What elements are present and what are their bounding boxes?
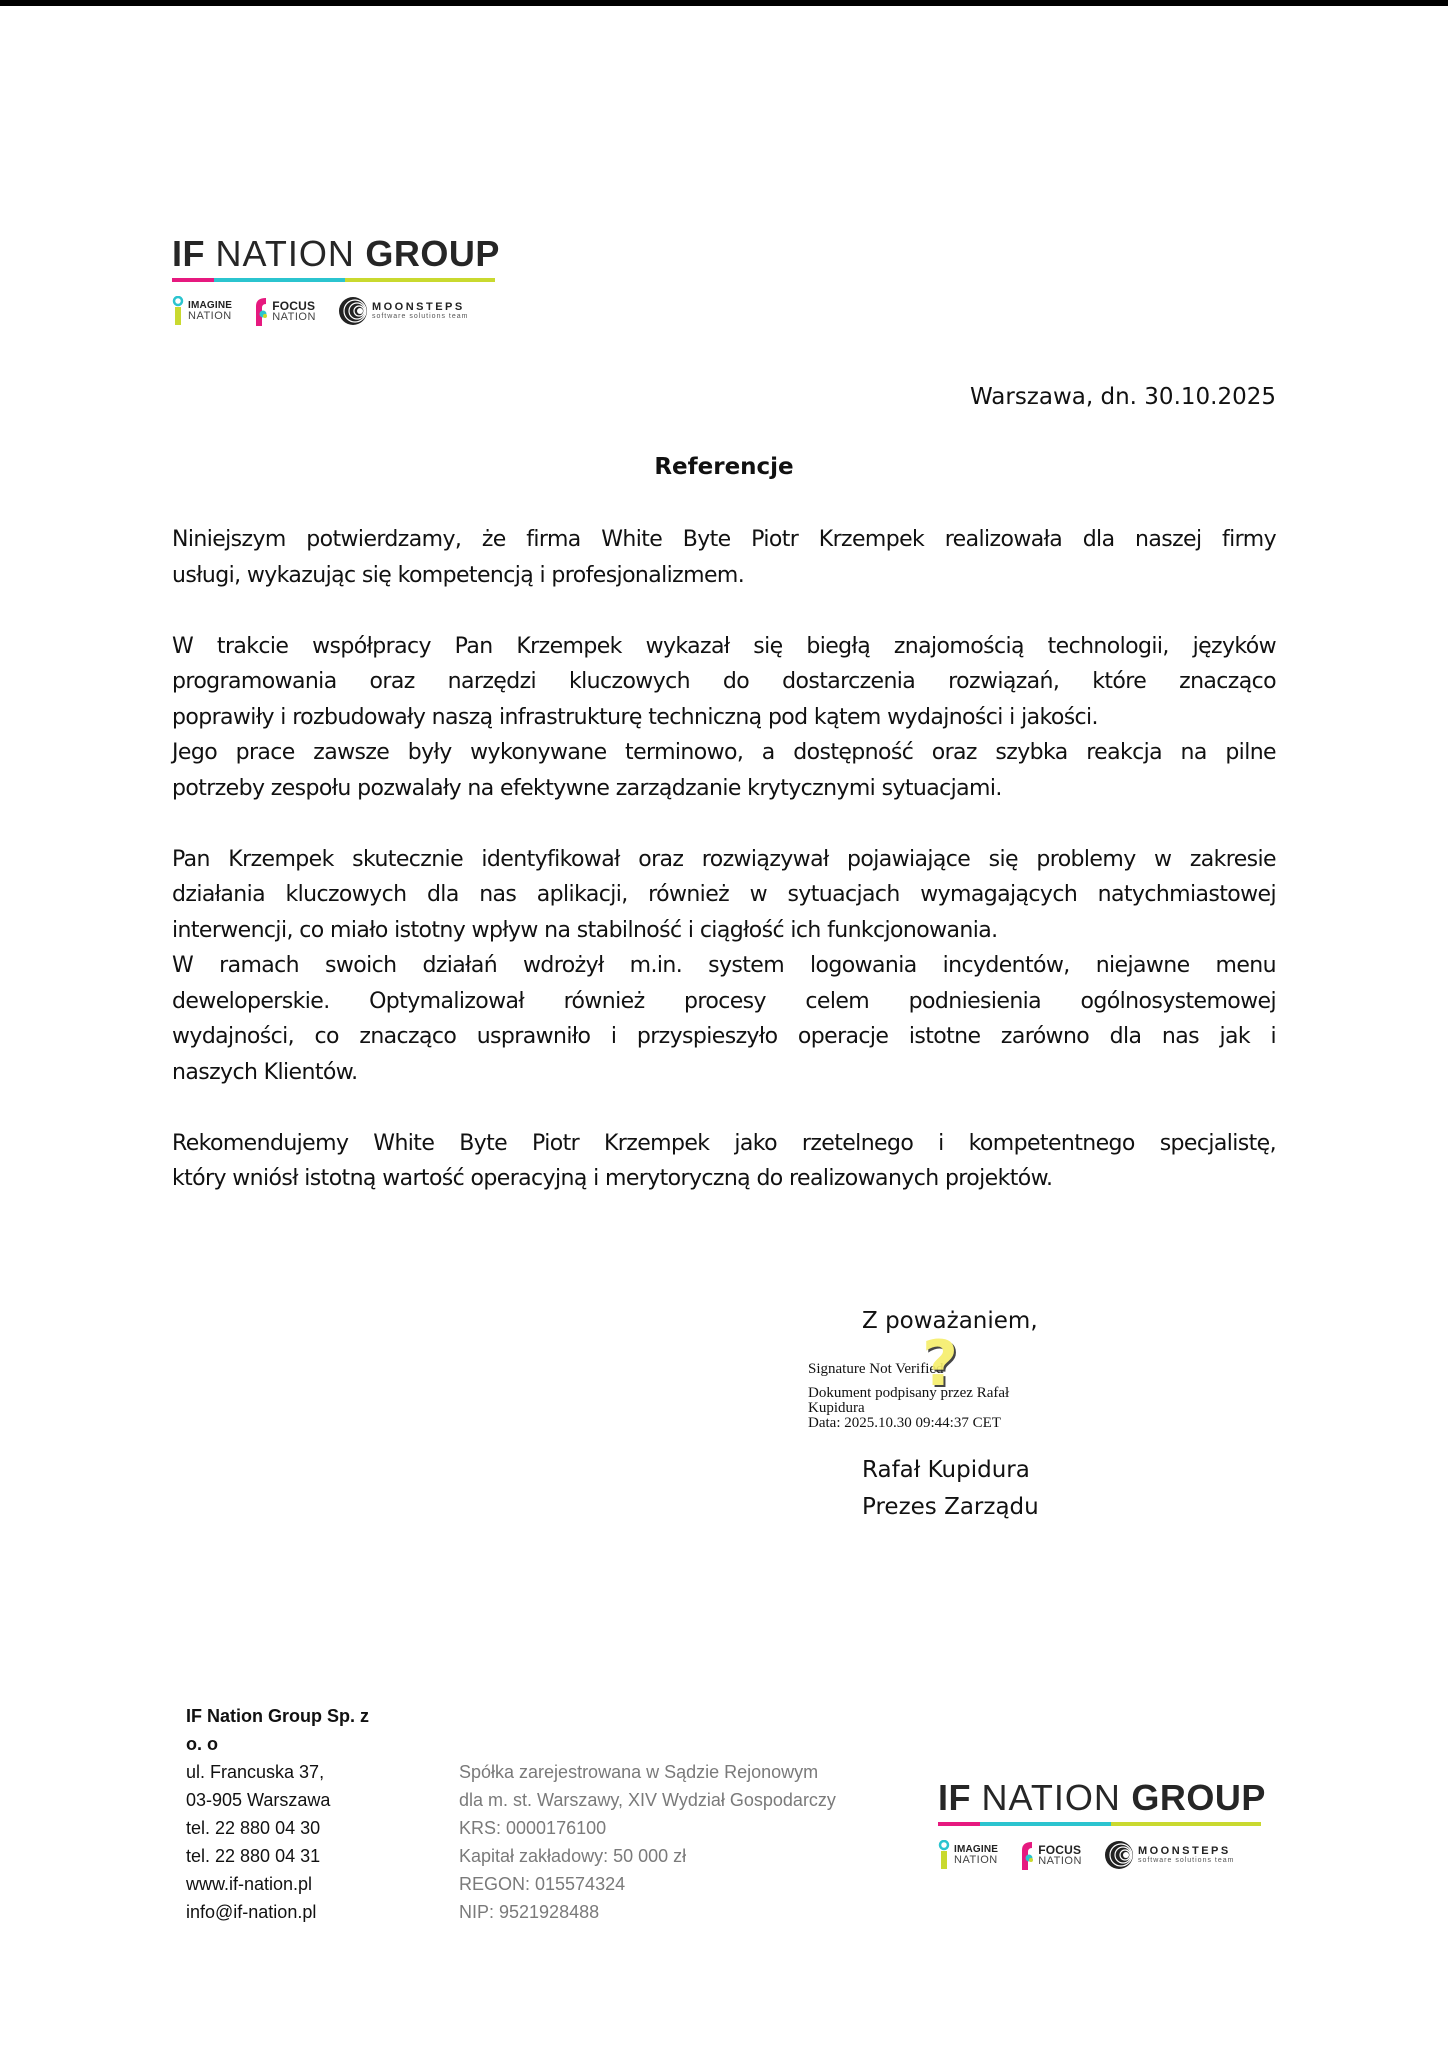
paragraph-4 — [172, 1126, 1276, 1197]
focus-nation-logo — [1020, 1840, 1082, 1870]
footer-email-link[interactable]: info@if-nation.pl — [186, 1902, 317, 1922]
logo-color-bar — [172, 278, 500, 282]
letter-body — [172, 522, 1276, 1232]
footer-address-street: ul. Francuska 37, — [186, 1762, 325, 1782]
text-line: potrzeby zespołu pozwalały na efektywne zarządzanie krytycznymi sytuacjami. — [172, 775, 1002, 801]
digital-signature-block[interactable] — [808, 1327, 1068, 1431]
registry-regon: REGON: 015574324 — [459, 1874, 626, 1894]
footer-company-name: IF Nation Group Sp. z — [186, 1706, 369, 1726]
focus-label: FOCUS — [272, 298, 316, 313]
registry-line: Spółka zarejestrowana w Sądzie Rejonowym — [459, 1762, 819, 1782]
imagine-nation-label: NATION — [954, 1853, 998, 1866]
paragraph-3 — [172, 842, 1276, 1091]
registry-line: dla m. st. Warszawy, XIV Wydział Gospodarczy — [459, 1790, 836, 1810]
logo-subbrands — [172, 296, 500, 326]
footer-logo-color-bar — [938, 1822, 1266, 1826]
text-line: Niniejszym potwierdzamy, że firma White Byte Piotr Krzempek realizowała dla naszej firmy — [172, 527, 1276, 552]
focus-nation-icon — [254, 296, 268, 326]
moonsteps-logo — [338, 296, 469, 326]
signature-signed-by-cont: Kupidura — [808, 1400, 865, 1416]
text-line: działania kluczowych dla nas aplikacji, również w sytuacjach wymagających natychmiastowej — [172, 882, 1276, 907]
signature-signed-by: Dokument podpisany przez Rafał — [808, 1385, 1010, 1401]
logo-word-group: GROUP — [1131, 1777, 1266, 1818]
footer-logo-wordmark — [938, 1777, 1266, 1818]
text-line: wydajności, co znacząco usprawniło i przyspieszyło operacje istotne zarówno dla nas jak i — [172, 1024, 1276, 1049]
imagine-label: IMAGINE — [954, 1843, 999, 1855]
signature-status: Signature Not Verified — [808, 1361, 944, 1377]
footer-contact — [186, 1702, 369, 1926]
text-line: W trakcie współpracy Pan Krzempek wykazał się biegłą znajomością technologii, języków — [172, 633, 1276, 659]
closing-salutation: Z poważaniem, — [862, 1308, 1038, 1334]
text-line: interwencji, co miało istotny wpływ na stabilność i ciągłość ich funkcjonowania. — [172, 917, 998, 943]
focus-nation-label: NATION — [1038, 1854, 1082, 1867]
logo-word-if: IF — [172, 233, 205, 274]
moonsteps-icon — [338, 296, 368, 326]
signer-role: Prezes Zarządu — [862, 1494, 1039, 1520]
moonsteps-tagline: software solutions team — [371, 313, 469, 320]
signature-date: Data: 2025.10.30 09:44:37 CET — [808, 1415, 1001, 1431]
letter-title: Referencje — [654, 454, 794, 480]
place-date: Warszawa, dn. 30.10.2025 — [970, 384, 1276, 410]
text-line: Pan Krzempek skutecznie identyfikował oraz rozwiązywał pojawiające się problemy w zakresie — [172, 846, 1276, 872]
focus-nation-icon — [1020, 1840, 1034, 1870]
header-logo — [172, 233, 500, 326]
imagine-nation-label: NATION — [188, 309, 232, 322]
imagine-nation-logo — [938, 1840, 998, 1870]
logo-word-group: GROUP — [365, 233, 500, 274]
text-line: poprawiły i rozbudowały naszą infrastrukturę techniczną pod kątem wydajności i jakości. — [172, 704, 1098, 730]
moonsteps-icon — [1104, 1840, 1134, 1870]
question-mark-icon: ? — [922, 1327, 958, 1400]
signer — [862, 1452, 1039, 1526]
text-line: który wniósł istotną wartość operacyjną i merytoryczną do realizowanych projektów. — [172, 1166, 1053, 1191]
imagine-nation-icon — [172, 296, 184, 326]
registry-krs: KRS: 0000176100 — [459, 1818, 607, 1838]
text-line: Rekomendujemy White Byte Piotr Krzempek jako rzetelnego i kompetentnego specjalistę, — [172, 1130, 1276, 1156]
focus-label: FOCUS — [1038, 1842, 1082, 1857]
logo-word-nation: NATION — [215, 233, 355, 274]
moonsteps-tagline: software solutions team — [1137, 1857, 1235, 1864]
text-line: naszych Klientów. — [172, 1059, 358, 1085]
imagine-label: IMAGINE — [188, 299, 233, 311]
footer-address-city: 03-905 Warszawa — [186, 1790, 331, 1810]
imagine-nation-logo — [172, 296, 232, 326]
paragraph-1 — [172, 522, 1276, 593]
logo-wordmark — [172, 233, 500, 274]
text-line: programowania oraz narzędzi kluczowych do dostarczenia rozwiązań, które znacząco — [172, 669, 1276, 694]
footer-tel-2: tel. 22 880 04 31 — [186, 1846, 321, 1866]
registry-capital: Kapitał zakładowy: 50 000 zł — [459, 1846, 687, 1866]
top-border — [0, 0, 1448, 6]
moonsteps-label: MOONSTEPS — [371, 301, 465, 313]
footer-registry — [459, 1758, 836, 1926]
footer-logo — [938, 1777, 1266, 1870]
text-line: deweloperskie. Optymalizował również procesy celem podniesienia ogólnosystemowej — [172, 988, 1276, 1014]
paragraph-2 — [172, 629, 1276, 807]
registry-nip: NIP: 9521928488 — [459, 1902, 600, 1922]
text-line: Jego prace zawsze były wykonywane terminowo, a dostępność oraz szybka reakcja na pilne — [172, 740, 1276, 765]
text-line: W ramach swoich działań wdrożył m.in. system logowania incydentów, niejawne menu — [172, 953, 1276, 978]
signer-name: Rafał Kupidura — [862, 1457, 1030, 1483]
logo-word-nation: NATION — [981, 1777, 1121, 1818]
footer-logo-subbrands — [938, 1840, 1266, 1870]
focus-nation-logo — [254, 296, 316, 326]
moonsteps-label: MOONSTEPS — [1137, 1845, 1231, 1857]
footer-company-name-cont: o. o — [186, 1734, 218, 1754]
focus-nation-label: NATION — [272, 310, 316, 323]
footer-tel-1: tel. 22 880 04 30 — [186, 1818, 321, 1838]
imagine-nation-icon — [938, 1840, 950, 1870]
logo-word-if: IF — [938, 1777, 971, 1818]
moonsteps-logo — [1104, 1840, 1235, 1870]
footer-website-link[interactable]: www.if-nation.pl — [186, 1874, 313, 1894]
text-line: usługi, wykazując się kompetencją i profesjonalizmem. — [172, 562, 745, 588]
